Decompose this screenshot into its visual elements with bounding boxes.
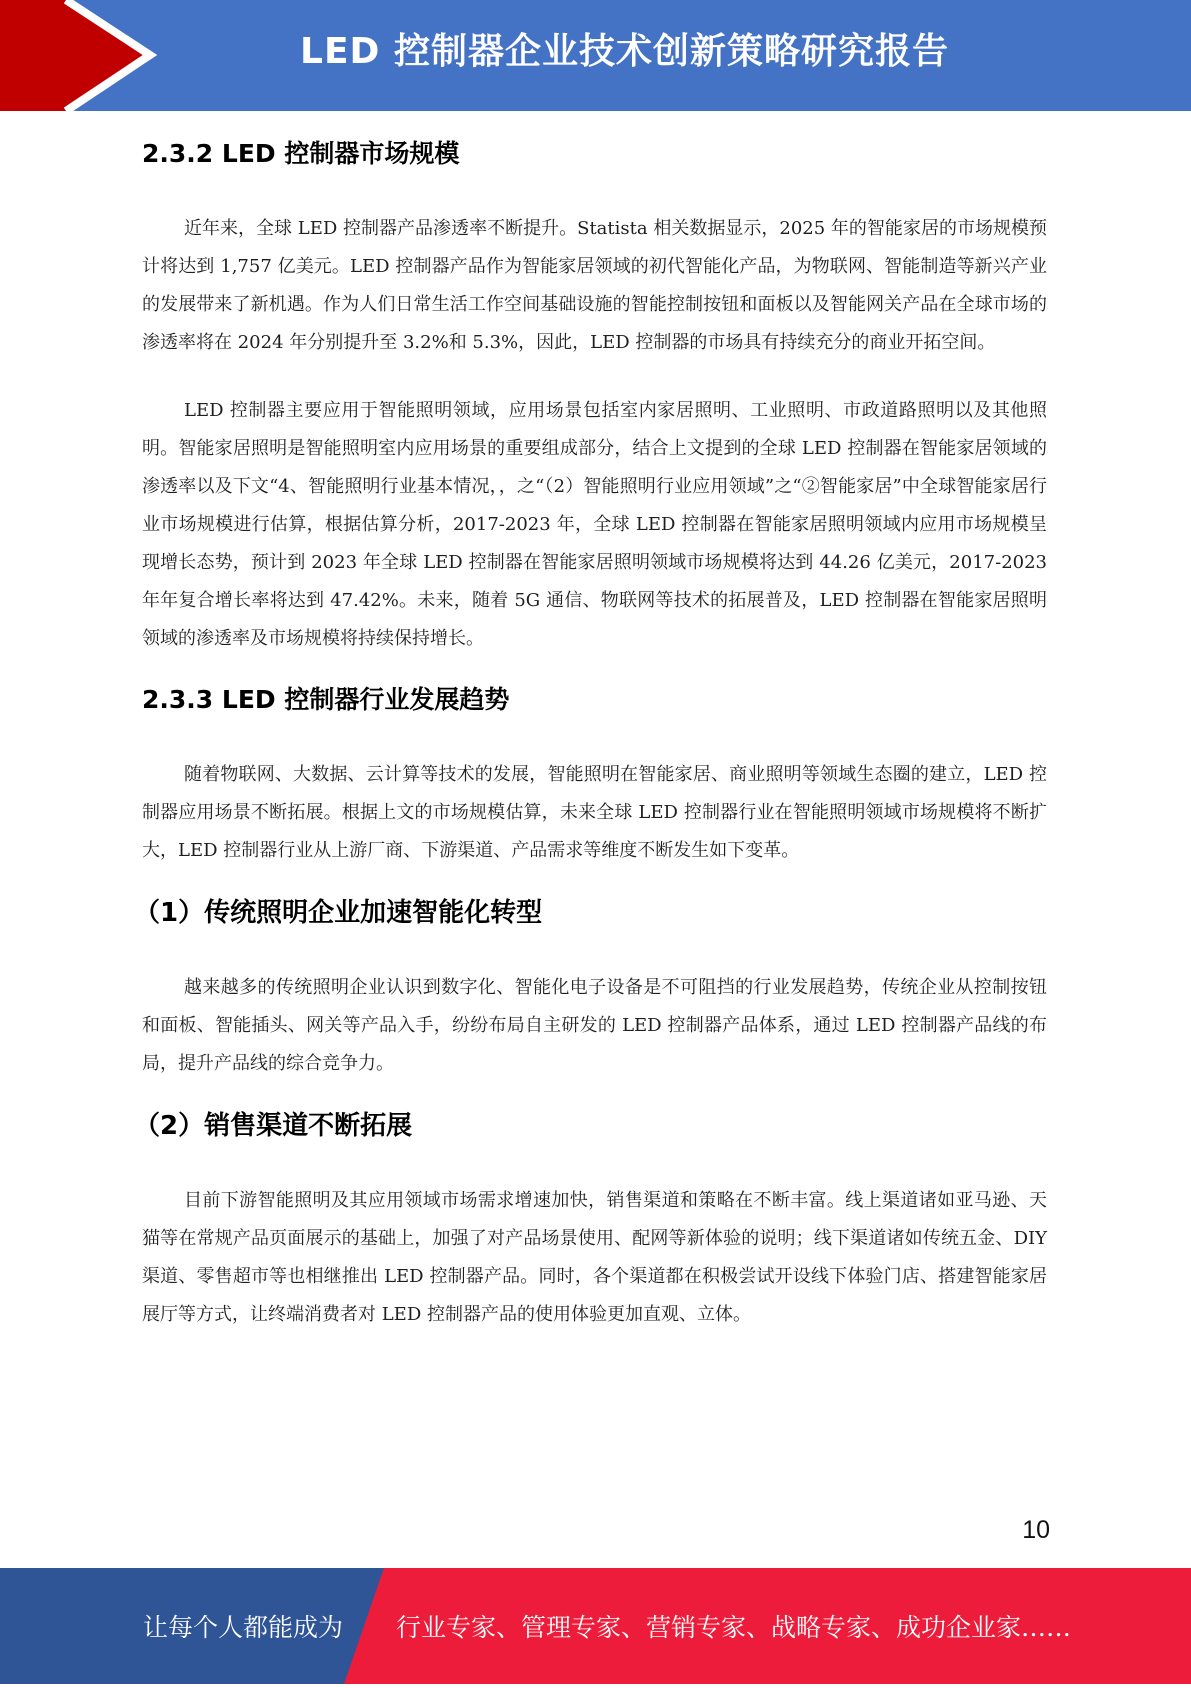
section-heading-industry-trends: 2.3.3 LED 控制器行业发展趋势 (142, 685, 510, 714)
paragraph: 目前下游智能照明及其应用领域市场需求增速加快，销售渠道和策略在不断丰富。线上渠道诸如亚马逊、天猫等在常规产品页面展示的基础上，加强了对产品场景使用、配网等新体验的说明；线下渠道诸如传统五金、DIY 渠道、零售超市等也相继推出 LED 控制器产品。同时，各个渠道都在积极尝试开设线下体验门店、搭建智能家居展厅等方式，让终端消费者对 LED 控制器产品的使用体验更加直观、立体。 (142, 1190, 1047, 1325)
page-number: 10 (1022, 1516, 1050, 1544)
paragraph: LED 控制器主要应用于智能照明领域，应用场景包括室内家居照明、工业照明、市政道路照明以及其他照明。智能家居照明是智能照明室内应用场景的重要组成部分，结合上文提到的全球 LED 控制器在智能家居领域的渗透率以及下文“4、智能照明行业基本情况，，之“（2）智能照明行业应用领域”之“②智能家居”中全球智能家居行业市场规模进行估算，根据估算分析，2017-2023 年，全球 LED 控制器在智能家居照明领域内应用市场规模呈现增长态势，预计到 2023 年全球 LED 控制器在智能家居照明领域市场规模将达到 44.26 亿美元，2017-2023 年年复合增长率将达到 47.42%。未来，随着 5G 通信、物联网等技术的拓展普及，LED 控制器在智能家居照明领域的渗透率及市场规模将持续保持增长。 (142, 400, 1047, 649)
paragraph: 近年来，全球 LED 控制器产品渗透率不断提升。Statista 相关数据显示，2025 年的智能家居的市场规模预计将达到 1,757 亿美元。LED 控制器产品作为智能家居领域的初代智能化产品，为物联网、智能制造等新兴产业的发展带来了新机遇。作为人们日常生活工作空间基础设施的智能控制按钮和面板以及智能网关产品在全球市场的渗透率将在 2024 年分别提升至 3.2%和 5.3%，因此，LED 控制器的市场具有持续充分的商业开拓空间。 (142, 218, 1047, 353)
page-footer (0, 1568, 1191, 1684)
footer-slogan-right: 行业专家、管理专家、营销专家、战略专家、成功企业家…… (396, 1613, 1072, 1642)
footer-slogan-left: 让每个人都能成为 (143, 1613, 344, 1642)
section-heading-market-size: 2.3.2 LED 控制器市场规模 (142, 139, 460, 168)
report-title: LED 控制器企业技术创新策略研究报告 (300, 31, 949, 72)
paragraph: 越来越多的传统照明企业认识到数字化、智能化电子设备是不可阻挡的行业发展趋势，传统企业从控制按钮和面板、智能插头、网关等产品入手，纷纷布局自主研发的 LED 控制器产品体系，通过 LED 控制器产品线的布局，提升产品线的综合竞争力。 (142, 977, 1047, 1074)
paragraph: 随着物联网、大数据、云计算等技术的发展，智能照明在智能家居、商业照明等领域生态圈的建立，LED 控制器应用场景不断拓展。根据上文的市场规模估算，未来全球 LED 控制器行业在智能照明领域市场规模将不断扩大，LED 控制器行业从上游厂商、下游渠道、产品需求等维度不断发生如下变革。 (142, 764, 1047, 861)
subheading-sales-channels: （2）销售渠道不断拓展 (134, 1111, 413, 1141)
subheading-smart-transformation: （1）传统照明企业加速智能化转型 (134, 898, 543, 928)
header-arrow-decoration (0, 0, 160, 111)
page-body (134, 120, 1047, 1334)
page-header (0, 0, 1191, 111)
